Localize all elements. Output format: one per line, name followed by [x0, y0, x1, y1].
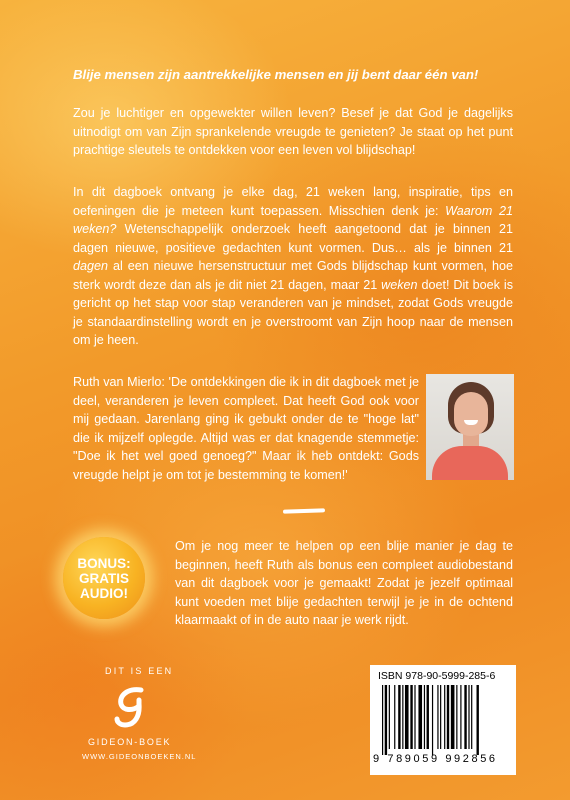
barcode-bar [382, 685, 383, 755]
barcode-bar [385, 685, 387, 755]
publisher-name: GIDEON-BOEK [88, 737, 172, 747]
barcode-bar [418, 685, 422, 749]
intro-paragraph-2 [73, 183, 513, 350]
barcode-bar [414, 685, 415, 749]
barcode-bar [444, 685, 445, 749]
barcode-bar [394, 685, 395, 749]
intro-emphasis: dagen [73, 259, 109, 273]
photo-face [454, 392, 488, 436]
barcode-bar [468, 685, 469, 749]
intro-text: In dit dagboek ontvang je elke dag, 21 weken lang, inspiratie, tips en oefeningen die je meteen kunt toepassen. Misschien denk je: [73, 185, 513, 218]
barcode-bar [447, 685, 449, 749]
barcode-digits: 9 789059 992856 [373, 753, 498, 765]
barcode-bar [398, 685, 400, 749]
barcode-bar [451, 685, 455, 749]
barcode-bar [477, 685, 479, 755]
intro-text: doet! Dit boek is gericht op het stap voor stap veranderen van je mindset, zodat Gods vreugde je standaardinstelling wordt en je overstroomt van Zijn hoop naar de mensen om je heen. [73, 277, 513, 347]
author-quote: Ruth van Mierlo: 'De ontdekkingen die ik in dit dagboek met je deel, veranderen je leven compleet. Dat heeft God ook voor mij gedaan. Jarenlang ging ik gebukt onder de te "hoge lat" die ik mijzelf oplegde. Altijd was er dat knagende stemmetje: "Doe ik het wel goed genoeg?" Maar ik heb ontdekt: Gods vreugde helpt je om tot je bestemming te komen!' [73, 375, 419, 482]
badge-line-1: BONUS: [77, 555, 131, 571]
badge-line-2: GRATIS [79, 570, 129, 586]
intro-emphasis: weken [381, 277, 418, 292]
barcode-bar [389, 685, 390, 749]
intro-text: al een nieuwe hersenstructuur met Gods blijdschap kunt vormen, hoe sterk wordt deze dan als je dit niet 21 dagen, maar 21 [73, 259, 513, 292]
author-photo [426, 374, 514, 480]
barcode-bar [410, 685, 412, 749]
publisher-website: WWW.GIDEONBOEKEN.NL [82, 752, 197, 761]
barcode-bar [402, 685, 403, 749]
barcode-bar [471, 685, 472, 749]
barcode-bars [380, 685, 506, 759]
barcode-bar [440, 685, 441, 749]
section-divider [283, 508, 325, 513]
barcode-bar [464, 685, 466, 749]
barcode-bar [424, 685, 425, 749]
barcode-bar [427, 685, 429, 749]
intro-paragraph-1: Zou je luchtiger en opgewekter willen leven? Besef je dat God je dagelijks uitnodigt om van Zijn sprankelende vreugde te genieten? Je staat op het punt prachtige sleutels te ontdekken voor een leven vol blijdschap! [73, 106, 513, 157]
photo-clothing [432, 446, 508, 480]
intro-emphasis: Waarom 21 weken? [73, 203, 513, 236]
barcode-bar [460, 685, 461, 749]
bonus-badge [63, 537, 145, 619]
intro-text: Wetenschappelijk onderzoek heeft aangetoond dat je binnen 21 dagen nieuwe, positieve gedachten kunt vormen. Dus… als je binnen 21 [73, 222, 513, 255]
isbn-text: ISBN 978-90-5999-285-6 [378, 670, 496, 682]
barcode-box [370, 665, 516, 775]
barcode-bar [432, 685, 433, 755]
publisher-intro: DIT IS EEN [105, 666, 174, 676]
barcode-bar [437, 685, 438, 749]
bonus-paragraph: Om je nog meer te helpen op een blije manier je dag te beginnen, heeft Ruth als bonus een compleet audiobestand van dit dagboek voor je gemaakt! Zodat je jezelf optimaal kunt voeden met blije gedachten terwijl je je in de ochtend klaarmaakt of in de auto naar je werk rijdt. [175, 539, 513, 627]
tagline: Blije mensen zijn aantrekkelijke mensen en jij bent daar één van! [73, 67, 479, 82]
gideon-logo-icon [113, 686, 153, 730]
badge-line-3: AUDIO! [80, 585, 128, 601]
barcode-bar [456, 685, 457, 749]
barcode-bar [405, 685, 409, 749]
